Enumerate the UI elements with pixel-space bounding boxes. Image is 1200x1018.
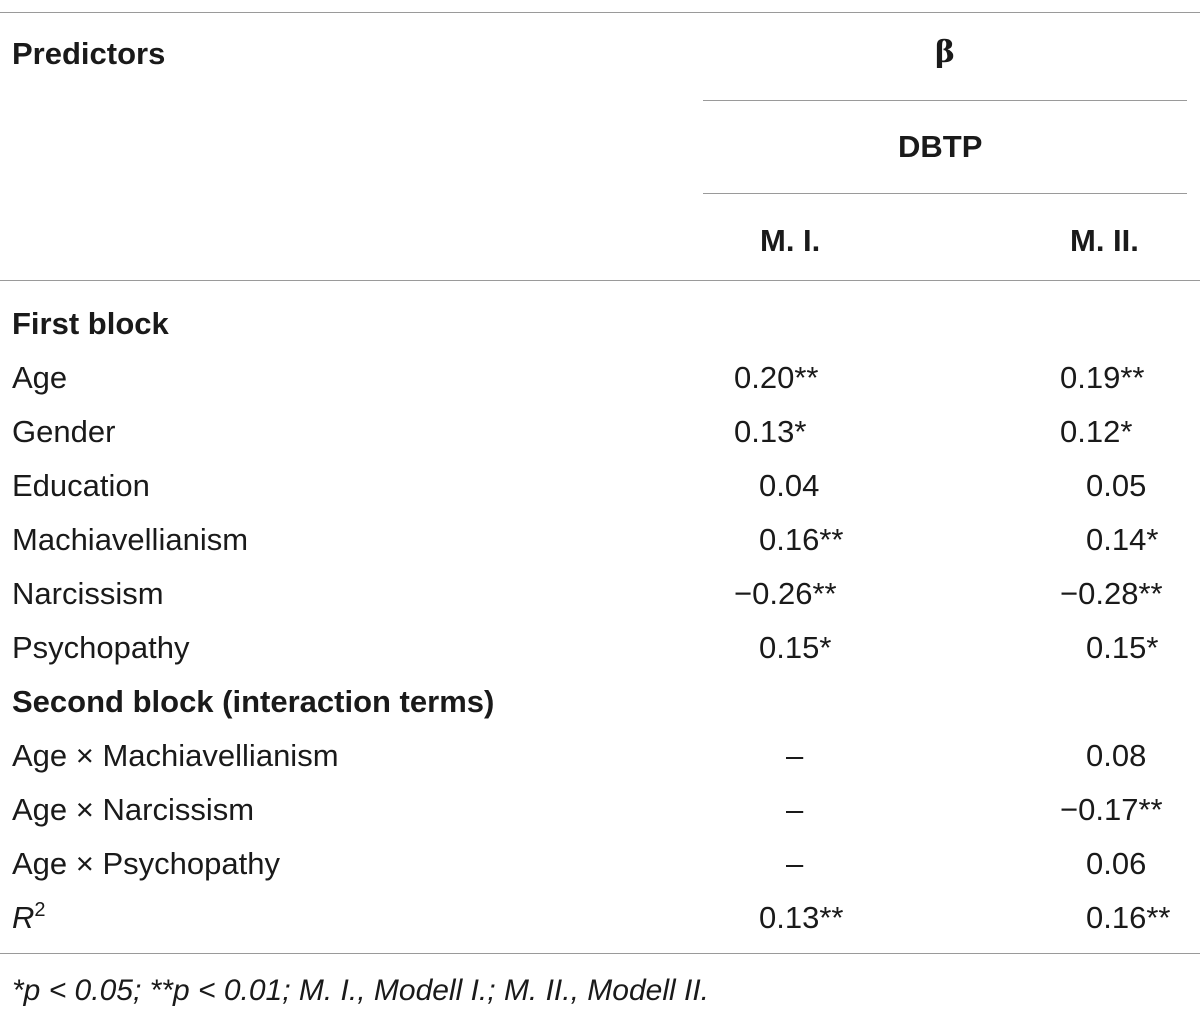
model2-value: 0.19** (1060, 360, 1145, 395)
table-row (0, 348, 1200, 402)
row-label: Age × Machiavellianism (12, 738, 339, 773)
model1-value: 0.15* (759, 630, 832, 665)
table-row (0, 402, 1200, 456)
first-block-label: First block (12, 306, 169, 341)
predictors-header: Predictors (12, 36, 166, 71)
row-label: Age × Psychopathy (12, 846, 280, 881)
top-rule (0, 12, 1200, 13)
row-label: Machiavellianism (12, 522, 249, 557)
model2-value: −0.17** (1060, 792, 1163, 827)
model1-value: 0.20** (734, 360, 819, 395)
model2-value: −0.28** (1060, 576, 1163, 611)
first-block-row (0, 294, 1200, 348)
bottom-rule (0, 953, 1200, 954)
second-block-label: Second block (interaction terms) (12, 684, 495, 719)
model2-value: 0.16** (1086, 900, 1171, 935)
dbtp-header: DBTP (898, 129, 983, 164)
row-label: Age (12, 360, 68, 395)
model1-header: M. I. (760, 223, 821, 258)
model2-value: 0.08 (1086, 738, 1147, 773)
model2-value: 0.15* (1086, 630, 1159, 665)
table-row (0, 456, 1200, 510)
model1-value: −0.26** (734, 576, 837, 611)
second-block-row (0, 672, 1200, 726)
r-squared-label: $R^2$ (12, 899, 46, 935)
table-row (0, 726, 1200, 780)
model1-value: – (786, 738, 804, 773)
model1-value: 0.13* (734, 414, 807, 449)
model1-value: 0.13** (759, 900, 844, 935)
beta-underline (703, 100, 1187, 101)
model2-header: M. II. (1070, 223, 1139, 258)
model1-value: – (786, 792, 804, 827)
r-squared-row (0, 888, 1200, 942)
beta-header: β (935, 35, 955, 70)
table-row (0, 618, 1200, 672)
model1-value: – (786, 846, 804, 881)
row-label: Education (12, 468, 150, 503)
dbtp-underline (703, 193, 1187, 194)
table-footnote: *p < 0.05; **p < 0.01; M. I., Modell I.; M. II., Modell II. (12, 974, 709, 1007)
row-label: Gender (12, 414, 116, 449)
table-row (0, 564, 1200, 618)
table-row (0, 780, 1200, 834)
model2-value: 0.06 (1086, 846, 1147, 881)
table-row (0, 834, 1200, 888)
model2-value: 0.05 (1086, 468, 1147, 503)
model2-value: 0.14* (1086, 522, 1159, 557)
row-label: Age × Narcissism (12, 792, 255, 827)
header-bottom-rule (0, 280, 1200, 281)
table-row (0, 510, 1200, 564)
row-label: Narcissism (12, 576, 164, 611)
model1-value: 0.16** (759, 522, 844, 557)
row-label: Psychopathy (12, 630, 190, 665)
model1-value: 0.04 (759, 468, 820, 503)
model2-value: 0.12* (1060, 414, 1133, 449)
